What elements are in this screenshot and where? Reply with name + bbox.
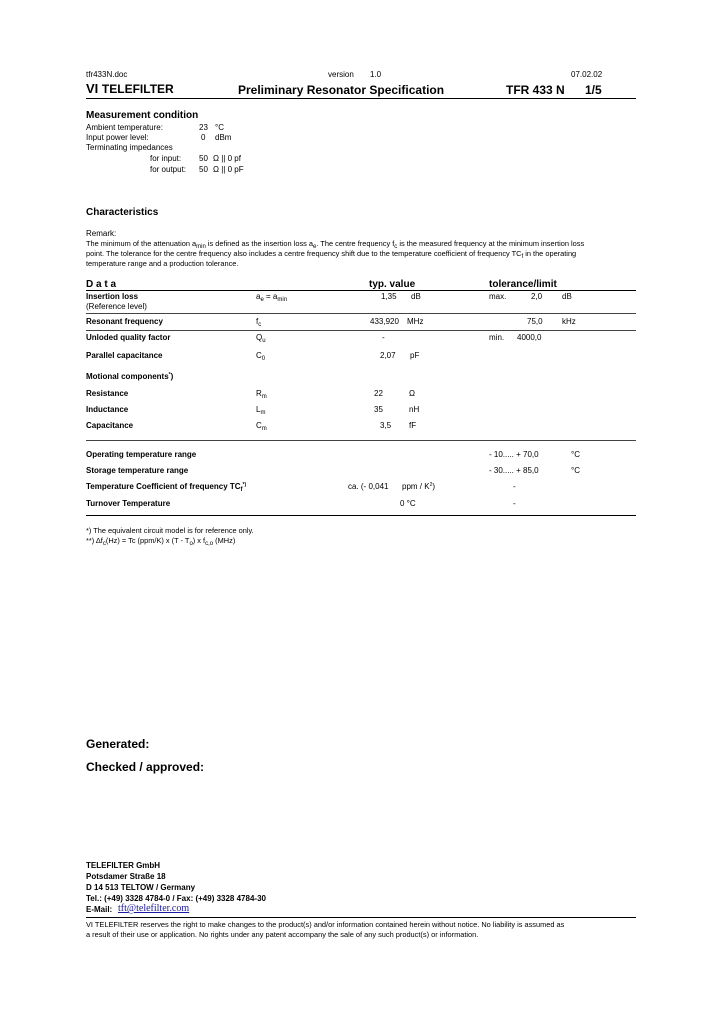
capacitance-symbol: $C_m$	[256, 421, 267, 432]
storage-temp-tol: - 30..... + 85,0	[489, 466, 539, 475]
capacitance-typ: 3,5	[380, 421, 392, 430]
ambient-value: 23	[199, 123, 208, 132]
tc-unit: ppm / $K^2$)	[402, 482, 436, 491]
insertion-loss-tol-unit: dB	[562, 292, 572, 301]
table-header-divider	[86, 290, 636, 291]
parallel-capacitance-symbol: $C_0$	[256, 351, 266, 362]
operating-temp-unit: °C	[571, 450, 580, 459]
power-value: 0	[201, 133, 206, 142]
resonant-frequency-tol: 75,0	[527, 317, 543, 326]
part-number: TFR 433 N	[506, 83, 565, 97]
insertion-loss-typ: 1,35	[381, 292, 397, 301]
footer-email-link[interactable]: tft@telefilter.com	[118, 903, 190, 914]
output-label: for output:	[150, 165, 187, 174]
generated-label: Generated:	[86, 737, 150, 751]
input-value: 50	[199, 154, 208, 163]
resonant-frequency-label: Resonant frequency	[86, 317, 163, 326]
remark-line-1: The minimum of the attenuation $a_{min}$ is defined as the insertion loss $a_e$. The centre frequency $f_c$ is the measured frequency at the minimum insertion loss	[86, 239, 585, 250]
footnote-2: **) $\Delta f_c(Hz) = Tc$ (ppm/K) x $(T - T_o)$ x $f_{c,o}$ (MHz)	[86, 536, 236, 547]
checked-approved-label: Checked / approved:	[86, 760, 205, 774]
tc-label: Temperature Coefficient of frequency $TC_f^{*)}$	[86, 482, 247, 493]
remark-label: Remark:	[86, 229, 117, 238]
ambient-label: Ambient temperature:	[86, 123, 163, 132]
parallel-capacitance-typ: 2,07	[380, 351, 396, 360]
footer-tel: Tel.: (+49) 3328 4784-0 / Fax: (+49) 3328 4784-30	[86, 894, 266, 903]
tc-typ: ca. (- 0,041	[348, 482, 389, 491]
disclaimer-line-1: VI TELEFILTER reserves the right to make changes to the product(s) and/or information contained herein without notice. No liability is assumed as	[86, 920, 565, 929]
footer-divider	[86, 917, 636, 918]
quality-factor-symbol: $Q_u$	[256, 333, 266, 344]
turnover-temp-typ: 0 °C	[400, 499, 416, 508]
page-title: Preliminary Resonator Specification	[238, 83, 445, 97]
insertion-loss-symbol: $a_e = a_{min}$	[256, 292, 288, 303]
storage-temp-unit: °C	[571, 466, 580, 475]
input-unit: Ω || 0 pf	[213, 154, 241, 163]
measurement-heading: Measurement condition	[86, 110, 199, 121]
impedance-label: Terminating impedances	[86, 143, 173, 152]
row-divider	[86, 330, 636, 331]
resistance-unit: Ω	[409, 389, 415, 398]
version-value: 1.0	[370, 70, 382, 79]
disclaimer-line-2: a result of their use or application. No rights under any patent accompany the sale of any such product(s) or information.	[86, 930, 479, 939]
inductance-typ: 35	[374, 405, 383, 414]
footer-street: Potsdamer Straße 18	[86, 872, 166, 881]
operating-temp-label: Operating temperature range	[86, 450, 197, 459]
insertion-loss-sub: (Reference level)	[86, 302, 147, 311]
power-label: Input power level:	[86, 133, 149, 142]
input-label: for input:	[150, 154, 182, 163]
remark-line-3: temperature range and a production tolerance.	[86, 259, 239, 268]
footer-city: D 14 513 TELTOW / Germany	[86, 883, 196, 892]
characteristics-heading: Characteristics	[86, 207, 159, 218]
insertion-loss-tol-prefix: max.	[489, 292, 507, 301]
resistance-symbol: $R_m$	[256, 389, 267, 400]
power-unit: dBm	[215, 133, 232, 142]
row-divider	[86, 313, 636, 314]
file-name: tfr433N.doc	[86, 70, 128, 79]
resonant-frequency-tol-unit: kHz	[562, 317, 576, 326]
inductance-unit: nH	[409, 405, 420, 414]
insertion-loss-label: Insertion loss	[86, 292, 139, 301]
page-number: 1/5	[585, 83, 602, 97]
output-unit: Ω || 0 pF	[213, 165, 244, 174]
insertion-loss-unit: dB	[411, 292, 421, 301]
footer-company: TELEFILTER GmbH	[86, 861, 161, 870]
col-tolerance: tolerance/limit	[489, 279, 557, 290]
resonant-frequency-unit: MHz	[407, 317, 424, 326]
col-typ-value: typ. value	[369, 279, 416, 290]
motional-components-label: Motional components*)	[86, 372, 174, 381]
footnote-1: *) The equivalent circuit model is for reference only.	[86, 526, 254, 535]
footer-email-label: E-Mail:	[86, 905, 113, 914]
operating-temp-tol: - 10..... + 70,0	[489, 450, 539, 459]
parallel-capacitance-label: Parallel capacitance	[86, 351, 163, 360]
inductance-label: Inductance	[86, 405, 129, 414]
logo-text: TELEFILTER	[101, 82, 174, 96]
quality-factor-label: Unloded quality factor	[86, 333, 171, 342]
parallel-capacitance-unit: pF	[410, 351, 420, 360]
resistance-typ: 22	[374, 389, 383, 398]
doc-date: 07.02.02	[571, 70, 603, 79]
quality-factor-tol: 4000,0	[517, 333, 542, 342]
quality-factor-tol-prefix: min.	[489, 333, 505, 342]
resonant-frequency-symbol: $f_c$	[256, 317, 262, 328]
company-logo	[86, 81, 174, 96]
inductance-symbol: $L_m$	[256, 405, 266, 416]
turnover-temp-label: Turnover Temperature	[86, 499, 171, 508]
output-value: 50	[199, 165, 208, 174]
capacitance-unit: fF	[409, 421, 417, 430]
row-divider	[86, 440, 636, 441]
resistance-label: Resistance	[86, 389, 129, 398]
capacitance-label: Capacitance	[86, 421, 134, 430]
quality-factor-typ: -	[382, 333, 385, 342]
logo-vi: VI	[86, 81, 99, 96]
version-label: version	[328, 70, 354, 79]
remark-line-2: point. The tolerance for the centre frequency also includes a centre frequency shift due to the temperature coefficient of frequency $TC_f$ in the operating	[86, 249, 577, 260]
col-data: D a t a	[86, 279, 117, 290]
ambient-unit: °C	[215, 123, 224, 132]
insertion-loss-tol: 2,0	[531, 292, 543, 301]
storage-temp-label: Storage temperature range	[86, 466, 189, 475]
table-bottom-divider	[86, 515, 636, 516]
turnover-temp-tol: -	[513, 499, 516, 508]
header-divider	[86, 98, 636, 99]
resonant-frequency-typ: 433,920	[370, 317, 399, 326]
tc-tol: -	[513, 482, 516, 491]
